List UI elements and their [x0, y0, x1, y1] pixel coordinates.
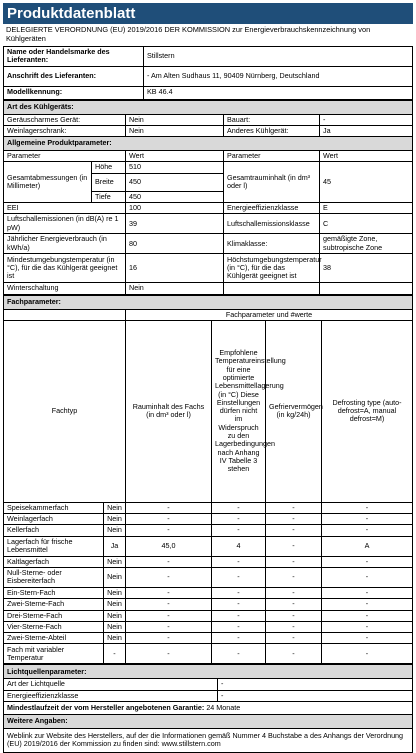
param-value: 100: [126, 202, 224, 213]
dim-key: Tiefe: [92, 191, 126, 202]
supplier-name-label: Name oder Handelsmarke des Lieferanten:: [4, 47, 144, 67]
compartment-defrost: -: [322, 610, 413, 621]
more-info-title: Weitere Angaben:: [4, 714, 413, 728]
compartment-freezing: -: [266, 633, 322, 644]
param-label: Luftschallemissionen (in dB(A) re 1 pW): [4, 214, 126, 234]
compartment-volume: -: [126, 610, 212, 621]
compartment-name: Ein-Stern-Fach: [4, 587, 104, 598]
header-freezing: Gefriervermögen (in kg/24h): [266, 320, 322, 502]
compartment-present: Nein: [104, 599, 126, 610]
compartment-present: Nein: [104, 587, 126, 598]
compartment-freezing: -: [266, 502, 322, 513]
header-volume: Rauminhalt des Fachs (in dm³ oder l): [126, 320, 212, 502]
compartment-table: [3, 295, 413, 665]
col-header-value: Wert: [320, 151, 413, 162]
compartment-temperature: -: [212, 644, 266, 664]
compartment-present: Ja: [104, 536, 126, 556]
compartment-temperature: -: [212, 610, 266, 621]
col-header-parameter: Parameter: [224, 151, 320, 162]
param-value: [320, 283, 413, 294]
type-row-label: Anderes Kühlgerät:: [224, 125, 320, 136]
compartment-present: -: [104, 644, 126, 664]
compartment-volume: -: [126, 599, 212, 610]
compartment-freezing: -: [266, 567, 322, 587]
compartment-defrost: -: [322, 587, 413, 598]
dim-value: 450: [126, 173, 224, 191]
param-value: 39: [126, 214, 224, 234]
general-table: [3, 100, 413, 295]
compartment-temperature: -: [212, 556, 266, 567]
compartment-present: Nein: [104, 633, 126, 644]
general-section-title: Allgemeine Produktparameter:: [4, 137, 413, 151]
compartment-name: Kellerfach: [4, 525, 104, 536]
compartment-name: Weinlagerfach: [4, 514, 104, 525]
compartment-freezing: -: [266, 599, 322, 610]
light-label: Energieeffizienzklasse: [4, 690, 218, 701]
compartment-name: Zwei-Sterne-Abteil: [4, 633, 104, 644]
compartment-temperature: -: [212, 587, 266, 598]
compartment-freezing: -: [266, 587, 322, 598]
compartment-section-title: Fachparameter:: [4, 295, 413, 309]
param-value: gemäßigte Zone, subtropische Zone: [320, 234, 413, 254]
supplier-name-value: Stillstern: [144, 47, 413, 67]
dim-key: Breite: [92, 173, 126, 191]
type-row-label: Weinlagerschrank:: [4, 125, 126, 136]
param-value: C: [320, 214, 413, 234]
compartment-defrost: -: [322, 556, 413, 567]
compartment-row: [4, 502, 413, 513]
compartment-temperature: -: [212, 514, 266, 525]
compartment-freezing: -: [266, 556, 322, 567]
compartment-row: [4, 525, 413, 536]
sheet-title: Produktdatenblatt: [3, 3, 413, 24]
compartment-defrost: -: [322, 599, 413, 610]
compartment-volume: -: [126, 633, 212, 644]
type-section-title: Art des Kühlgeräts:: [4, 100, 413, 114]
regulation-subtitle: DELEGIERTE VERORDNUNG (EU) 2019/2016 DER KOMMISSION zur Energieverbrauchskennzeichnung von Kühlgeräten: [6, 25, 371, 43]
warranty-value: 24 Monate: [206, 702, 241, 712]
supplier-address-label: Anschrift des Lieferanten:: [4, 66, 144, 86]
header-temperature: Empfohlene Temperatureinstellung für eine optimierte Lebensmittellagerung (in °C) Diese Einstellungen dürfen nicht im Widerspruch zu den Lagerbedingungen nach Anhang IV Tabelle 3 stehen: [212, 320, 266, 502]
compartment-row: [4, 536, 413, 556]
dim-value: 510: [126, 162, 224, 173]
compartment-name: Zwei-Sterne-Fach: [4, 599, 104, 610]
compartment-temperature: -: [212, 633, 266, 644]
compartment-defrost: -: [322, 502, 413, 513]
compartment-present: Nein: [104, 514, 126, 525]
compartment-volume: -: [126, 621, 212, 632]
compartment-volume: -: [126, 587, 212, 598]
compartment-temperature: -: [212, 525, 266, 536]
light-table: [3, 664, 413, 753]
warranty-label: Mindestlaufzeit der vom Hersteller angebotenen Garantie:: [7, 702, 205, 712]
compartment-defrost: -: [322, 633, 413, 644]
volume-value: 45: [320, 162, 413, 203]
type-row-value: Nein: [126, 125, 224, 136]
compartment-temperature: 4: [212, 536, 266, 556]
compartment-freezing: -: [266, 514, 322, 525]
supplier-table: [3, 46, 413, 100]
param-label: Luftschallemissionsklasse: [224, 214, 320, 234]
footer-weblink: Weblink zur Website des Herstellers, auf der die Informationen gemäß Nummer 4 Buchstabe a des Anhangs der Verordnung (EU) 2019/2016 der Kommission zu finden sind: www.stillstern.com: [4, 728, 413, 752]
compartment-freezing: -: [266, 536, 322, 556]
compartment-freezing: -: [266, 525, 322, 536]
light-value: -: [218, 679, 413, 690]
compartment-defrost: -: [322, 514, 413, 525]
param-label: Mindestumgebungstemperatur (in °C), für die das Kühlgerät geeignet ist: [4, 254, 126, 283]
compartment-present: Nein: [104, 567, 126, 587]
compartment-volume: -: [126, 514, 212, 525]
compartment-defrost: -: [322, 621, 413, 632]
model-label: Modellkennung:: [4, 86, 144, 99]
param-label: Jährlicher Energieverbrauch (in kWh/a): [4, 234, 126, 254]
compartment-row: [4, 514, 413, 525]
header-defrost: Defrosting type (auto-defrost=A, manual defrost=M): [322, 320, 413, 502]
compartment-name: Fach mit variabler Temperatur: [4, 644, 104, 664]
compartment-name: Null-Sterne- oder Eisbereiterfach: [4, 567, 104, 587]
compartment-rows: [4, 502, 413, 664]
compartment-present: Nein: [104, 621, 126, 632]
warranty-row: [4, 701, 413, 714]
compartment-row: [4, 587, 413, 598]
compartment-freezing: -: [266, 610, 322, 621]
compartment-name: Speisekammerfach: [4, 502, 104, 513]
compartment-temperature: -: [212, 621, 266, 632]
compartment-row: [4, 556, 413, 567]
compartment-row: [4, 621, 413, 632]
param-label: EEI: [4, 202, 126, 213]
type-row-label: Geräuscharmes Gerät:: [4, 114, 126, 125]
compartment-volume: -: [126, 567, 212, 587]
dim-key: Höhe: [92, 162, 126, 173]
param-label: [224, 283, 320, 294]
compartment-group-header: Fachparameter und #werte: [126, 309, 413, 320]
light-label: Art der Lichtquelle: [4, 679, 218, 690]
compartment-volume: -: [126, 502, 212, 513]
compartment-defrost: -: [322, 525, 413, 536]
type-row-value: -: [320, 114, 413, 125]
param-value: 38: [320, 254, 413, 283]
col-header-parameter: Parameter: [4, 151, 126, 162]
supplier-address-value: - Am Alten Sudhaus 11, 90409 Nürnberg, Deutschland: [144, 66, 413, 86]
param-value: 80: [126, 234, 224, 254]
type-row-value: Nein: [126, 114, 224, 125]
compartment-defrost: A: [322, 536, 413, 556]
model-value: KB 46.4: [144, 86, 413, 99]
param-label: Klimaklasse:: [224, 234, 320, 254]
compartment-present: Nein: [104, 610, 126, 621]
compartment-present: Nein: [104, 525, 126, 536]
type-row-value: Ja: [320, 125, 413, 136]
dim-value: 450: [126, 191, 224, 202]
param-label: Höchstumgebungstemperatur (in °C), für die das Kühlgerät geeignet ist: [224, 254, 320, 283]
col-header-value: Wert: [126, 151, 224, 162]
param-label: Energieeffizienzklasse: [224, 202, 320, 213]
volume-label: Gesamtrauminhalt (in dm³ oder l): [224, 162, 320, 203]
type-row-label: Bauart:: [224, 114, 320, 125]
param-value: Nein: [126, 283, 224, 294]
compartment-defrost: -: [322, 567, 413, 587]
compartment-row: [4, 567, 413, 587]
compartment-volume: -: [126, 644, 212, 664]
compartment-row: [4, 599, 413, 610]
compartment-present: Nein: [104, 556, 126, 567]
param-label: Winterschaltung: [4, 283, 126, 294]
compartment-row: [4, 644, 413, 664]
compartment-name: Vier-Sterne-Fach: [4, 621, 104, 632]
compartment-temperature: -: [212, 567, 266, 587]
light-section-title: Lichtquellenparameter:: [4, 665, 413, 679]
compartment-name: Kaltlagerfach: [4, 556, 104, 567]
compartment-volume: 45,0: [126, 536, 212, 556]
dimensions-label: Gesamtabmessungen (in Millimeter): [4, 162, 92, 203]
param-value: E: [320, 202, 413, 213]
compartment-volume: -: [126, 525, 212, 536]
compartment-defrost: -: [322, 644, 413, 664]
compartment-name: Drei-Sterne-Fach: [4, 610, 104, 621]
compartment-temperature: -: [212, 502, 266, 513]
compartment-temperature: -: [212, 599, 266, 610]
header-fachtyp: Fachtyp: [4, 320, 126, 502]
compartment-present: Nein: [104, 502, 126, 513]
light-value: -: [218, 690, 413, 701]
compartment-row: [4, 633, 413, 644]
blank-cell: [4, 309, 126, 320]
compartment-name: Lagerfach für frische Lebensmittel: [4, 536, 104, 556]
compartment-freezing: -: [266, 621, 322, 632]
param-value: 16: [126, 254, 224, 283]
compartment-volume: -: [126, 556, 212, 567]
compartment-freezing: -: [266, 644, 322, 664]
compartment-row: [4, 610, 413, 621]
